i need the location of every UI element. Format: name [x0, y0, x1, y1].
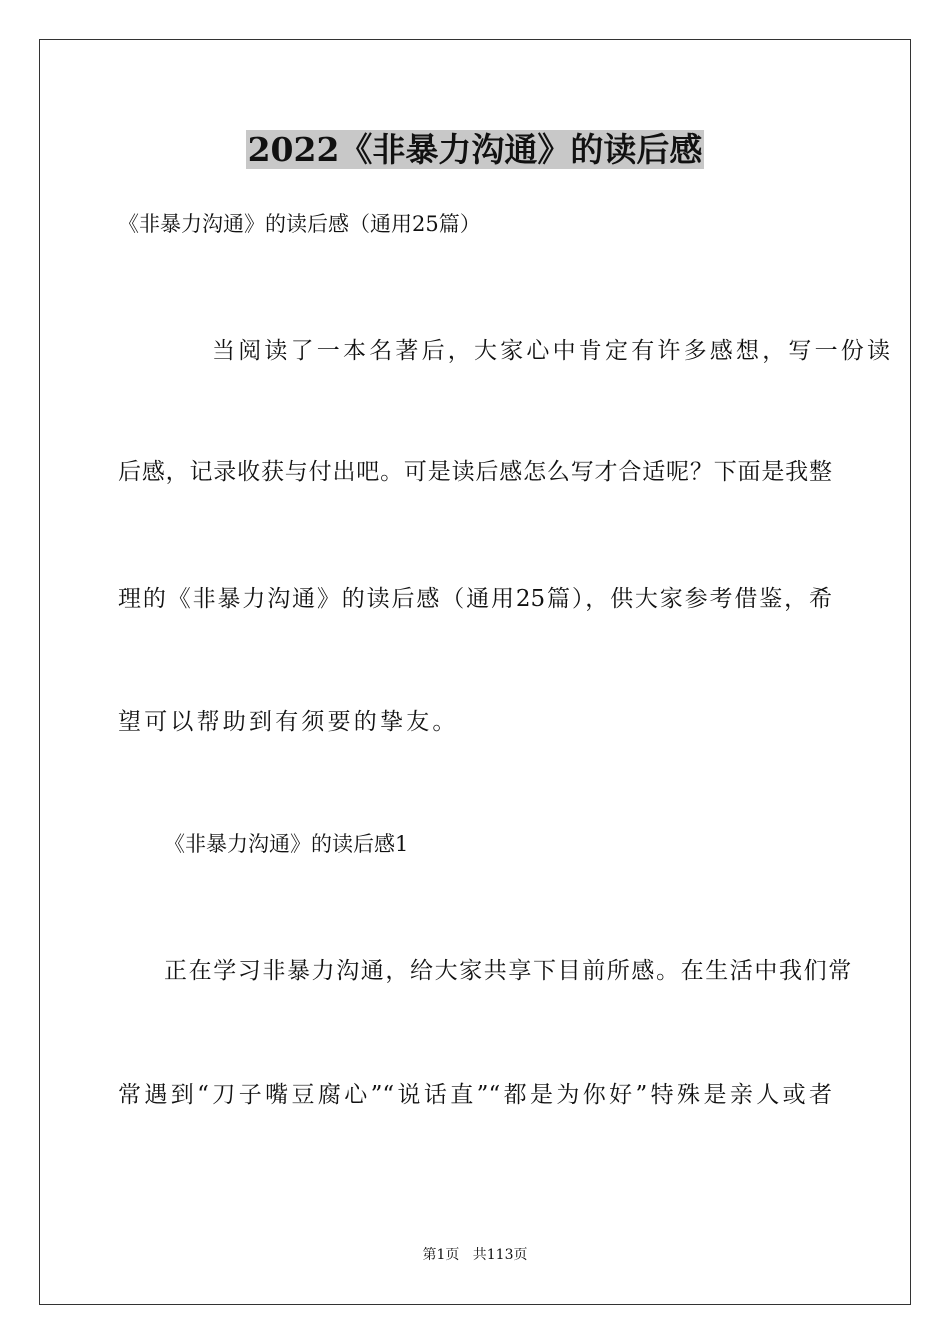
intro-line-1: 当阅读了一本名著后，大家心中肯定有许多感想，写一份读 [212, 338, 894, 364]
body-line-1: 正在学习非暴力沟通，给大家共享下目前所感。在生活中我们常 [164, 958, 853, 984]
intro-line-2: 后感，记录收获与付出吧。可是读后感怎么写才合适呢？下面是我整 [118, 459, 832, 485]
document-subtitle: 《非暴力沟通》的读后感（通用25篇） [118, 212, 481, 236]
intro-line-4: 望可以帮助到有须要的挚友。 [118, 709, 459, 735]
page-footer: 第1页 共113页 [422, 1247, 528, 1263]
intro-line-3: 理的《非暴力沟通》的读后感（通用25篇），供大家参考借鉴，希 [118, 586, 832, 612]
document-title [0, 126, 950, 174]
body-line-2: 常遇到“刀子嘴豆腐心”“说话直”“都是为你好”特殊是亲人或者 [118, 1082, 832, 1108]
document-title-text: 2022《非暴力沟通》的读后感 [247, 130, 703, 169]
section-heading: 《非暴力沟通》的读后感1 [164, 832, 409, 856]
